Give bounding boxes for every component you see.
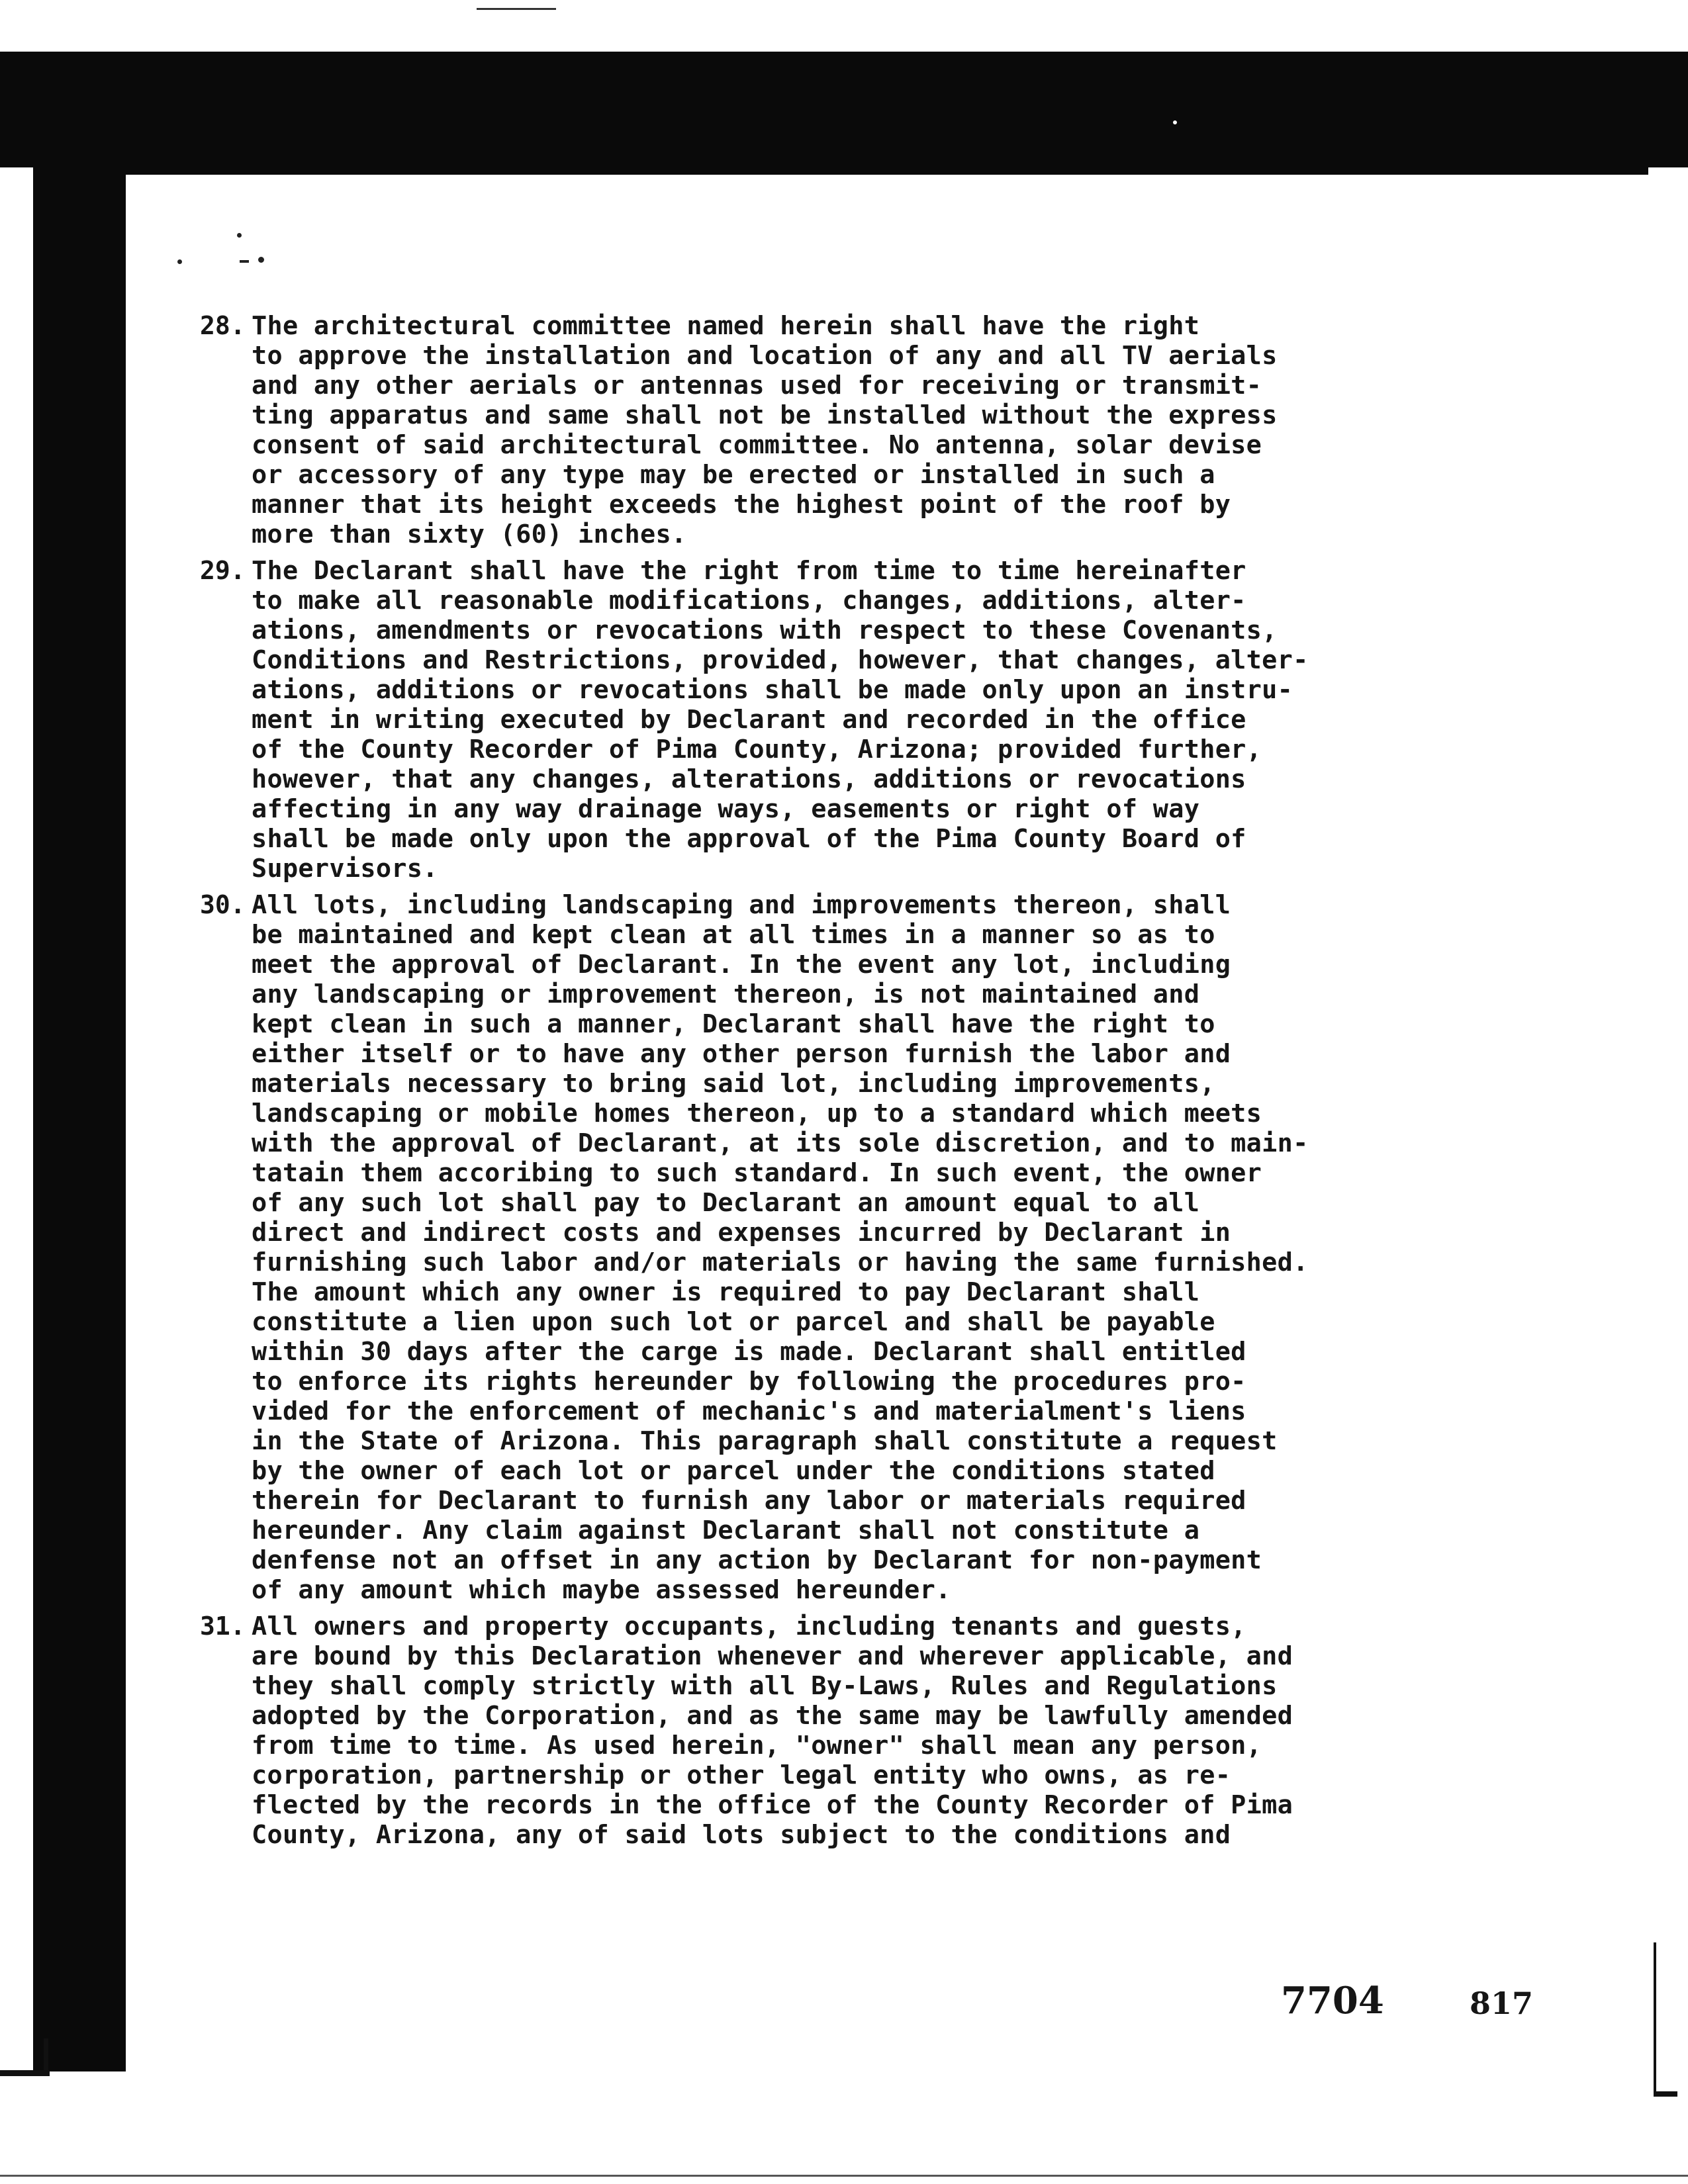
paragraph-line: they shall comply strictly with all By-Laws, Rules and Regulations (252, 1671, 1278, 1701)
paragraph-line: kept clean in such a manner, Declarant shall have the right to (252, 1009, 1215, 1039)
paragraph-line: The amount which any owner is required to pay Declarant shall (252, 1277, 1200, 1307)
paragraph-line: to approve the installation and location of any and all TV aerials (252, 341, 1278, 371)
paragraph-line: of any amount which maybe assessed hereunder. (252, 1575, 951, 1605)
paragraph-line: landscaping or mobile homes thereon, up to a standard which meets (252, 1099, 1262, 1128)
scan-border-top (0, 52, 1688, 167)
paragraph-line: be maintained and kept clean at all times in a manner so as to (252, 920, 1215, 950)
paragraph-line: from time to time. As used herein, "owner" shall mean any person, (252, 1731, 1262, 1760)
paragraph-line: All owners and property occupants, including tenants and guests, (252, 1612, 1246, 1641)
scan-artifact-dot (237, 233, 242, 238)
paragraph-line: shall be made only upon the approval of the Pima County Board of (252, 824, 1246, 854)
paragraph-line: or accessory of any type may be erected or installed in such a (252, 460, 1215, 490)
scan-artifact-top-scratch (477, 8, 556, 10)
page-number: 7704 (1281, 1979, 1384, 2023)
paragraph-line: therein for Declarant to furnish any labor or materials required (252, 1486, 1246, 1516)
paragraph-line: Conditions and Restrictions, provided, however, that changes, alter- (252, 645, 1309, 675)
paragraph-line: All lots, including landscaping and improvements thereon, shall (252, 890, 1231, 920)
paragraph-line: ting apparatus and same shall not be installed without the express (252, 400, 1278, 430)
paragraph-line: vided for the enforcement of mechanic's and materialment's liens (252, 1396, 1246, 1426)
paragraph-line: ations, additions or revocations shall be made only upon an instru- (252, 675, 1293, 705)
scan-edge-right (1654, 1942, 1656, 2095)
scan-rule-bottom (0, 2175, 1688, 2177)
paragraph-line: in the State of Arizona. This paragraph shall constitute a request (252, 1426, 1278, 1456)
document-body (200, 311, 1575, 1856)
paragraph-line: consent of said architectural committee. No antenna, solar devise (252, 430, 1262, 460)
paragraph-line: meet the approval of Declarant. In the event any lot, including (252, 950, 1231, 979)
paragraph-number: 29. (200, 556, 246, 585)
paragraph-line: adopted by the Corporation, and as the same may be lawfully amended (252, 1701, 1293, 1731)
paragraph-line: any landscaping or improvement thereon, is not maintained and (252, 979, 1200, 1009)
paragraph-30 (200, 890, 1575, 1605)
scan-artifact-dot (1173, 120, 1177, 124)
paragraph-line: furnishing such labor and/or materials or having the same furnished. (252, 1248, 1309, 1277)
paragraph-number: 31. (200, 1612, 246, 1641)
paragraph-line: constitute a lien upon such lot or parcel and shall be payable (252, 1307, 1215, 1337)
paragraph-number: 28. (200, 311, 246, 340)
paragraph-line: of the County Recorder of Pima County, Arizona; provided further, (252, 735, 1262, 764)
scan-edge-right-foot (1654, 2091, 1677, 2097)
paragraph-line: County, Arizona, any of said lots subject to the conditions and (252, 1820, 1231, 1850)
paragraph-number: 30. (200, 890, 246, 919)
paragraph-line: to enforce its rights hereunder by following the procedures pro- (252, 1367, 1246, 1396)
paragraph-31 (200, 1612, 1575, 1850)
paragraph-line: within 30 days after the carge is made. Declarant shall entitled (252, 1337, 1246, 1367)
paragraph-line: manner that its height exceeds the highest point of the roof by (252, 490, 1231, 520)
scan-artifact-dash (240, 260, 249, 263)
paragraph-line: by the owner of each lot or parcel under the conditions stated (252, 1456, 1215, 1486)
paragraph-29 (200, 556, 1575, 884)
paragraph-line: ment in writing executed by Declarant and recorded in the office (252, 705, 1246, 735)
paragraph-line: with the approval of Declarant, at its sole discretion, and to main- (252, 1128, 1309, 1158)
scan-border-left (33, 152, 126, 2071)
paragraph-line: Supervisors. (252, 854, 438, 884)
page-number-suffix: 817 (1470, 1985, 1534, 2021)
paragraph-28 (200, 311, 1575, 549)
paragraph-line: more than sixty (60) inches. (252, 520, 687, 549)
paragraph-line: flected by the records in the office of the County Recorder of Pima (252, 1790, 1293, 1820)
scan-border-top-inner (33, 155, 1648, 175)
scan-artifact-dot (258, 257, 264, 263)
paragraph-line: are bound by this Declaration whenever and wherever applicable, and (252, 1641, 1293, 1671)
paragraph-line: The Declarant shall have the right from time to time hereinafter (252, 556, 1246, 586)
paragraph-line: materials necessary to bring said lot, including improvements, (252, 1069, 1215, 1099)
paragraph-line: tatain them accoribing to such standard. In such event, the owner (252, 1158, 1262, 1188)
paragraph-line: of any such lot shall pay to Declarant an amount equal to all (252, 1188, 1200, 1218)
paragraph-line: direct and indirect costs and expenses incurred by Declarant in (252, 1218, 1231, 1248)
paragraph-line: corporation, partnership or other legal entity who owns, as re- (252, 1760, 1231, 1790)
paragraph-line: either itself or to have any other person furnish the labor and (252, 1039, 1231, 1069)
paragraph-line: to make all reasonable modifications, changes, additions, alter- (252, 586, 1246, 615)
paragraph-line: The architectural committee named herein shall have the right (252, 311, 1200, 341)
scan-artifact-dot (177, 259, 182, 264)
paragraph-line: denfense not an offset in any action by Declarant for non-payment (252, 1545, 1262, 1575)
paragraph-line: however, that any changes, alterations, additions or revocations (252, 764, 1246, 794)
scan-edge-left-foot (0, 2070, 50, 2076)
paragraph-line: affecting in any way drainage ways, easements or right of way (252, 794, 1200, 824)
paragraph-line: and any other aerials or antennas used for receiving or transmit- (252, 371, 1262, 400)
paragraph-line: ations, amendments or revocations with respect to these Covenants, (252, 615, 1278, 645)
paragraph-line: hereunder. Any claim against Declarant shall not constitute a (252, 1516, 1200, 1545)
